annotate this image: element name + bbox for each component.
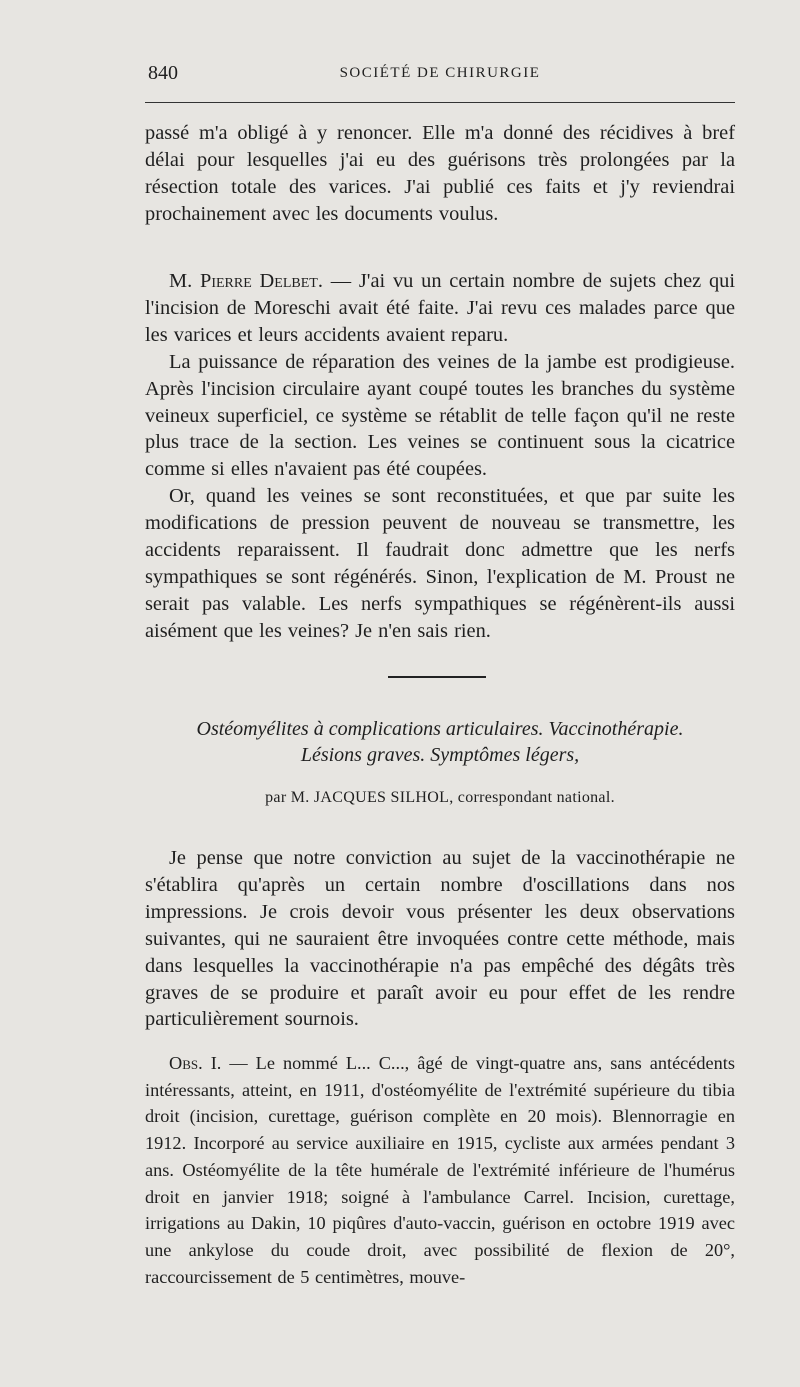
article-title [145, 716, 735, 768]
paragraph-observation [145, 1050, 735, 1290]
paragraph-nerves: Or, quand les veines se sont reconstituées, et que par suite les modifications de pression peuvent de nouveau se transmettre, les accidents reparaissent. Il faudrait donc admettre que les nerfs sympathiques se sont régénérés. Sinon, l'explication de M. Proust ne serait pas valable. Les nerfs sympathiques se régénèrent-ils aussi aisément que les veines? Je n'en sais rien. [145, 485, 735, 642]
observation-text: — Le nommé L... C..., âgé de vingt-quatre ans, sans antécédents intéressants, atteint, en 1911, d'ostéomyélite de l'extrémité supérieure du tibia droit (incision, curettage, guérison complète en 20 mois). Blennorragie en 1912. Incorporé au service auxiliaire en 1915, cycliste aux armées pendant 3 ans. Ostéomyélite de la tête humérale de l'extrémité inférieure de l'humérus droit en janvier 1918; soigné à l'ambulance Carrel. Incision, curettage, irrigations au Dakin, 10 piqûres d'auto-vaccin, guérison en octobre 1919 avec une ankylose du coude droit, avec possibilité de flexion de 20°, raccourcissement de 5 centimètres, mouve- [145, 1053, 735, 1287]
observation-label: Obs. I. [169, 1053, 222, 1073]
running-title: SOCIÉTÉ DE CHIRURGIE [339, 65, 541, 81]
section-divider [388, 676, 486, 678]
discussion-block-1 [145, 120, 735, 228]
speaker-name: M. Pierre Delbet. [169, 270, 323, 292]
paragraph-intro: Je pense que notre conviction au sujet de la vaccinothérapie ne s'établira qu'après un certain nombre d'oscillations dans nos impressions. Je crois devoir vous présenter les deux observations suivantes, qui ne sauraient être invoquées contre cette méthode, mais dans lesquelles la vaccinothérapie n'a pas empêché des dégâts très graves de se produire et paraît avoir eu pour effet de les rendre particulièrement sournois. [145, 847, 735, 1031]
article-author: par M. JACQUES SILHOL, correspondant national. [265, 789, 615, 806]
page-number: 840 [148, 62, 178, 84]
article-intro-block [145, 845, 735, 1033]
paragraph-delbet [145, 268, 735, 349]
article-title-line-2: Lésions graves. Symptômes légers, [300, 744, 580, 766]
paragraph-veins: La puissance de réparation des veines de la jambe est prodigieuse. Après l'incision circulaire ayant coupé toutes les branches du système veineux superficiel, ce système se rétablit de telle façon qu'il ne reste plus trace de la section. Les veines se continuent sous la cicatrice comme si elles n'avaient pas été coupées. [145, 350, 735, 481]
page-header [145, 62, 735, 88]
header-rule [145, 102, 735, 103]
paragraph-delbet-text: — J'ai vu un certain nombre de sujets chez qui l'incision de Moreschi avait été faite. J'ai revu ces malades parce que les varices et leurs accidents avaient reparu. [145, 270, 736, 346]
discussion-block-2 [145, 268, 735, 645]
article-title-line-1: Ostéomyélites à complications articulaires. Vaccinothérapie. [196, 718, 684, 740]
paragraph-continuation: passé m'a obligé à y renoncer. Elle m'a donné des récidives à bref délai pour lesquelles j'ai eu des guérisons très prolongées par la résection totale des varices. J'ai publié ces faits et j'y reviendrai prochainement avec les documents voulus. [145, 122, 735, 225]
observation-block [145, 1050, 735, 1290]
